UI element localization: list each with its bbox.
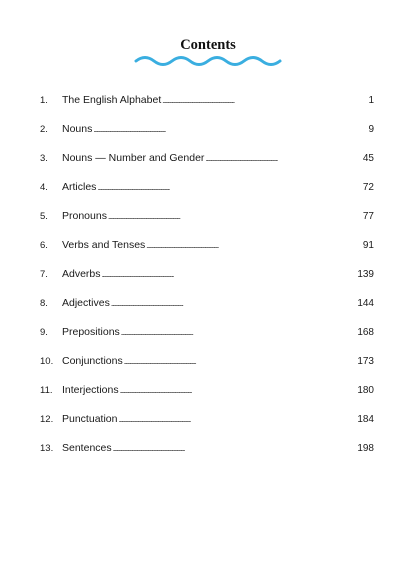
dot-leader	[205, 150, 361, 166]
dot-leader	[97, 179, 361, 195]
toc-entry[interactable]	[40, 179, 374, 195]
toc-entry[interactable]	[40, 150, 374, 166]
toc-entry[interactable]	[40, 411, 374, 427]
entry-page-number: 9	[368, 124, 374, 135]
entry-page-number: 144	[357, 298, 374, 309]
toc-entry[interactable]	[40, 208, 374, 224]
entry-number: 1.	[40, 95, 48, 106]
entry-number: 11.	[40, 385, 53, 396]
entry-title: Sentences	[62, 442, 112, 454]
entry-number: 3.	[40, 153, 48, 164]
entry-page-number: 72	[362, 182, 374, 193]
toc-entry[interactable]	[40, 92, 374, 108]
entry-number: 9.	[40, 327, 48, 338]
entry-number: 2.	[40, 124, 48, 135]
toc-entry[interactable]	[40, 237, 374, 253]
entry-number: 4.	[40, 182, 48, 193]
entry-number: 8.	[40, 298, 48, 309]
entry-title: Nouns — Number and Gender	[62, 152, 205, 164]
entry-page-number: 184	[357, 414, 374, 425]
entry-page-number: 198	[357, 443, 374, 454]
entry-title: The English Alphabet	[62, 94, 162, 106]
entry-number: 7.	[40, 269, 48, 280]
dot-leader	[146, 237, 362, 253]
dot-leader	[111, 295, 356, 311]
dot-leader	[121, 324, 357, 340]
dot-leader	[113, 440, 357, 456]
dot-leader	[118, 411, 356, 427]
dot-leader	[108, 208, 362, 224]
toc-entry[interactable]	[40, 353, 374, 369]
entry-page-number: 180	[357, 385, 374, 396]
entry-page-number: 173	[357, 356, 374, 367]
entry-title: Pronouns	[62, 210, 107, 222]
entry-page-number: 168	[357, 327, 374, 338]
entry-number: 12.	[40, 414, 54, 425]
toc-entry[interactable]	[40, 440, 374, 456]
entry-title: Articles	[62, 181, 97, 193]
entry-number: 5.	[40, 211, 48, 222]
entry-number: 13.	[40, 443, 54, 454]
entry-number: 10.	[40, 356, 54, 367]
dot-leader	[124, 353, 357, 369]
entry-title: Interjections	[62, 384, 119, 396]
dot-leader	[162, 92, 367, 108]
toc-entry[interactable]	[40, 382, 374, 398]
toc-entry[interactable]	[40, 324, 374, 340]
entry-title: Prepositions	[62, 326, 120, 338]
entry-number: 6.	[40, 240, 48, 251]
entry-page-number: 77	[362, 211, 374, 222]
entry-title: Punctuation	[62, 413, 118, 425]
entry-title: Adverbs	[62, 268, 101, 280]
entry-page-number: 45	[362, 153, 374, 164]
entry-title: Conjunctions	[62, 355, 123, 367]
wave-divider-icon	[134, 54, 286, 68]
entry-title: Nouns	[62, 123, 93, 135]
entry-page-number: 1	[368, 95, 374, 106]
toc-entry[interactable]	[40, 266, 374, 282]
entry-page-number: 91	[362, 240, 374, 251]
entry-title: Adjectives	[62, 297, 110, 309]
toc-entry[interactable]	[40, 121, 374, 137]
dot-leader	[102, 266, 357, 282]
entry-page-number: 139	[357, 269, 374, 280]
toc-entry[interactable]	[40, 295, 374, 311]
dot-leader	[120, 382, 357, 398]
page-title: Contents	[180, 37, 236, 53]
entry-title: Verbs and Tenses	[62, 239, 146, 251]
dot-leader	[93, 121, 367, 137]
